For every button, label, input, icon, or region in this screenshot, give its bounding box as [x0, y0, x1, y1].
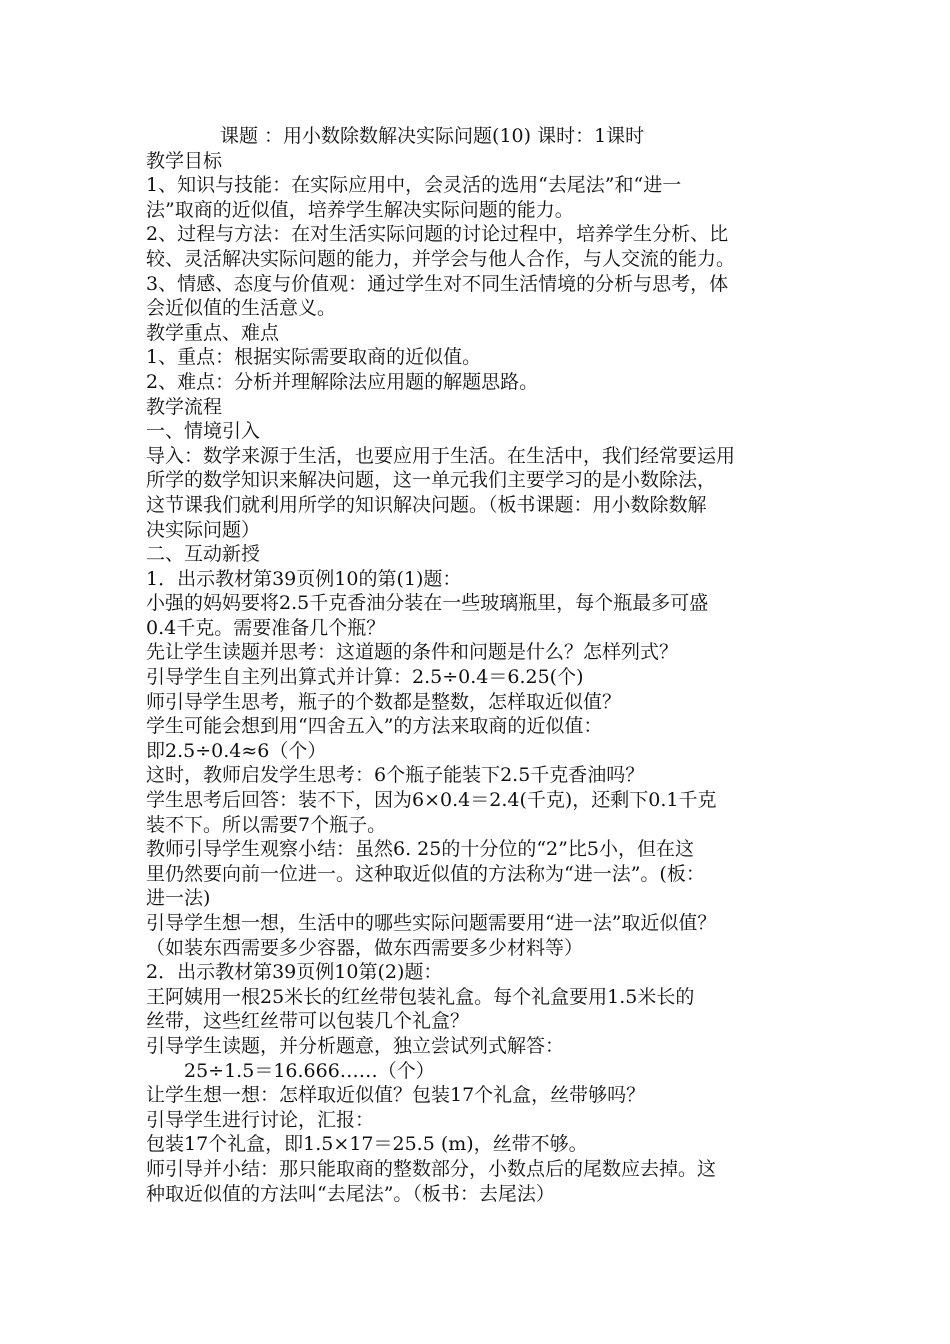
- section-heading: 二、互动新授: [146, 543, 261, 566]
- text-line: 0.4千克。需要准备几个瓶？: [146, 616, 386, 639]
- text-line: 会近似值的生活意义。: [146, 297, 337, 320]
- document-page: [146, 124, 816, 1206]
- text-line: 2．出示教材第39页例10第(2)题：: [146, 961, 443, 984]
- text-line: 进一法): [146, 887, 211, 910]
- text-line: 包装17个礼盒，即1.5×17＝25.5 (m)，丝带不够。: [146, 1133, 588, 1156]
- text-line: 2、过程与方法：在对生活实际问题的讨论过程中，培养学生分析、比: [146, 223, 729, 246]
- text-line: 这时，教师启发学生思考：6个瓶子能装下2.5千克香油吗？: [146, 764, 645, 787]
- text-line: 里仍然要向前一位进一。这种取近似值的方法称为“进一法”。(板：: [146, 862, 705, 885]
- text-line: 学生可能会想到用“四舍五入”的方法来取商的近似值：: [146, 715, 603, 738]
- text-line: 引导学生进行讨论，汇报：: [146, 1108, 375, 1131]
- text-line: 引导学生自主列出算式并计算：2.5÷0.4＝6.25(个): [146, 666, 584, 689]
- text-line: 决实际问题）: [146, 518, 261, 541]
- section-heading: 一、情境引入: [146, 420, 261, 443]
- text-line: 先让学生读题并思考：这道题的条件和问题是什么？怎样列式？: [146, 641, 679, 664]
- heading-teaching-process: 教学流程: [146, 395, 223, 418]
- equation-line: 25÷1.5＝16.666……（个）: [184, 1059, 435, 1082]
- text-line: 1、知识与技能：在实际应用中，会灵活的选用“去尾法”和“进一: [146, 174, 682, 197]
- text-line: 即2.5÷0.4≈6（个）: [146, 739, 327, 762]
- text-line: 2、难点：分析并理解除法应用题的解题思路。: [146, 370, 539, 393]
- text-line: 导入：数学来源于生活，也要应用于生活。在生活中，我们经常要运用: [146, 444, 736, 467]
- heading-teaching-goals: 教学目标: [146, 149, 223, 172]
- text-line: 小强的妈妈要将2.5千克香油分装在一些玻璃瓶里，每个瓶最多可盛: [146, 592, 709, 615]
- text-line: （如装东西需要多少容器，做东西需要多少材料等）: [146, 936, 584, 959]
- text-line: 法”取商的近似值，培养学生解决实际问题的能力。: [146, 198, 574, 221]
- text-line: 所学的数学知识来解决问题，这一单元我们主要学习的是小数除法，: [146, 469, 717, 492]
- text-line: 3、情感、态度与价值观：通过学生对不同生活情境的分析与思考，体: [146, 272, 729, 295]
- text-line: 师引导并小结：那只能取商的整数部分，小数点后的尾数应去掉。这: [146, 1157, 717, 1180]
- text-line: 丝带，这些红丝带可以包装几个礼盒？: [146, 1010, 470, 1033]
- text-line: 引导学生读题，并分析题意，独立尝试列式解答：: [146, 1034, 565, 1057]
- text-line: 种取近似值的方法叫“去尾法”。（板书：去尾法）: [146, 1182, 555, 1205]
- text-line: 让学生想一想：怎样取近似值？包装17个礼盒，丝带够吗？: [146, 1084, 646, 1107]
- text-line: 王阿姨用一根25米长的红丝带包装礼盒。每个礼盒要用1.5米长的: [146, 985, 695, 1008]
- text-line: 较、灵活解决实际问题的能力，并学会与他人合作，与人交流的能力。: [146, 247, 736, 270]
- heading-key-points: 教学重点、难点: [146, 321, 280, 344]
- text-line: 1、重点：根据实际需要取商的近似值。: [146, 346, 482, 369]
- text-line: 师引导学生思考，瓶子的个数都是整数，怎样取近似值？: [146, 690, 622, 713]
- text-line: 教师引导学生观察小结：虽然6. 25的十分位的“2”比5小，但在这: [146, 838, 694, 861]
- text-line: 装不下。所以需要7个瓶子。: [146, 813, 387, 836]
- text-line: 学生思考后回答：装不下，因为6×0.4＝2.4(千克)，还剩下0.1千克: [146, 789, 717, 812]
- document-title: 课题 ：用小数除数解决实际问题(10) 课时：1课时: [220, 125, 645, 147]
- text-line: 引导学生想一想，生活中的哪些实际问题需要用“进一法”取近似值？: [146, 912, 717, 934]
- text-line: 这节课我们就利用所学的知识解决问题。（板书课题：用小数除数解: [146, 493, 707, 516]
- text-line: 1．出示教材第39页例10的第(1)题：: [146, 567, 462, 590]
